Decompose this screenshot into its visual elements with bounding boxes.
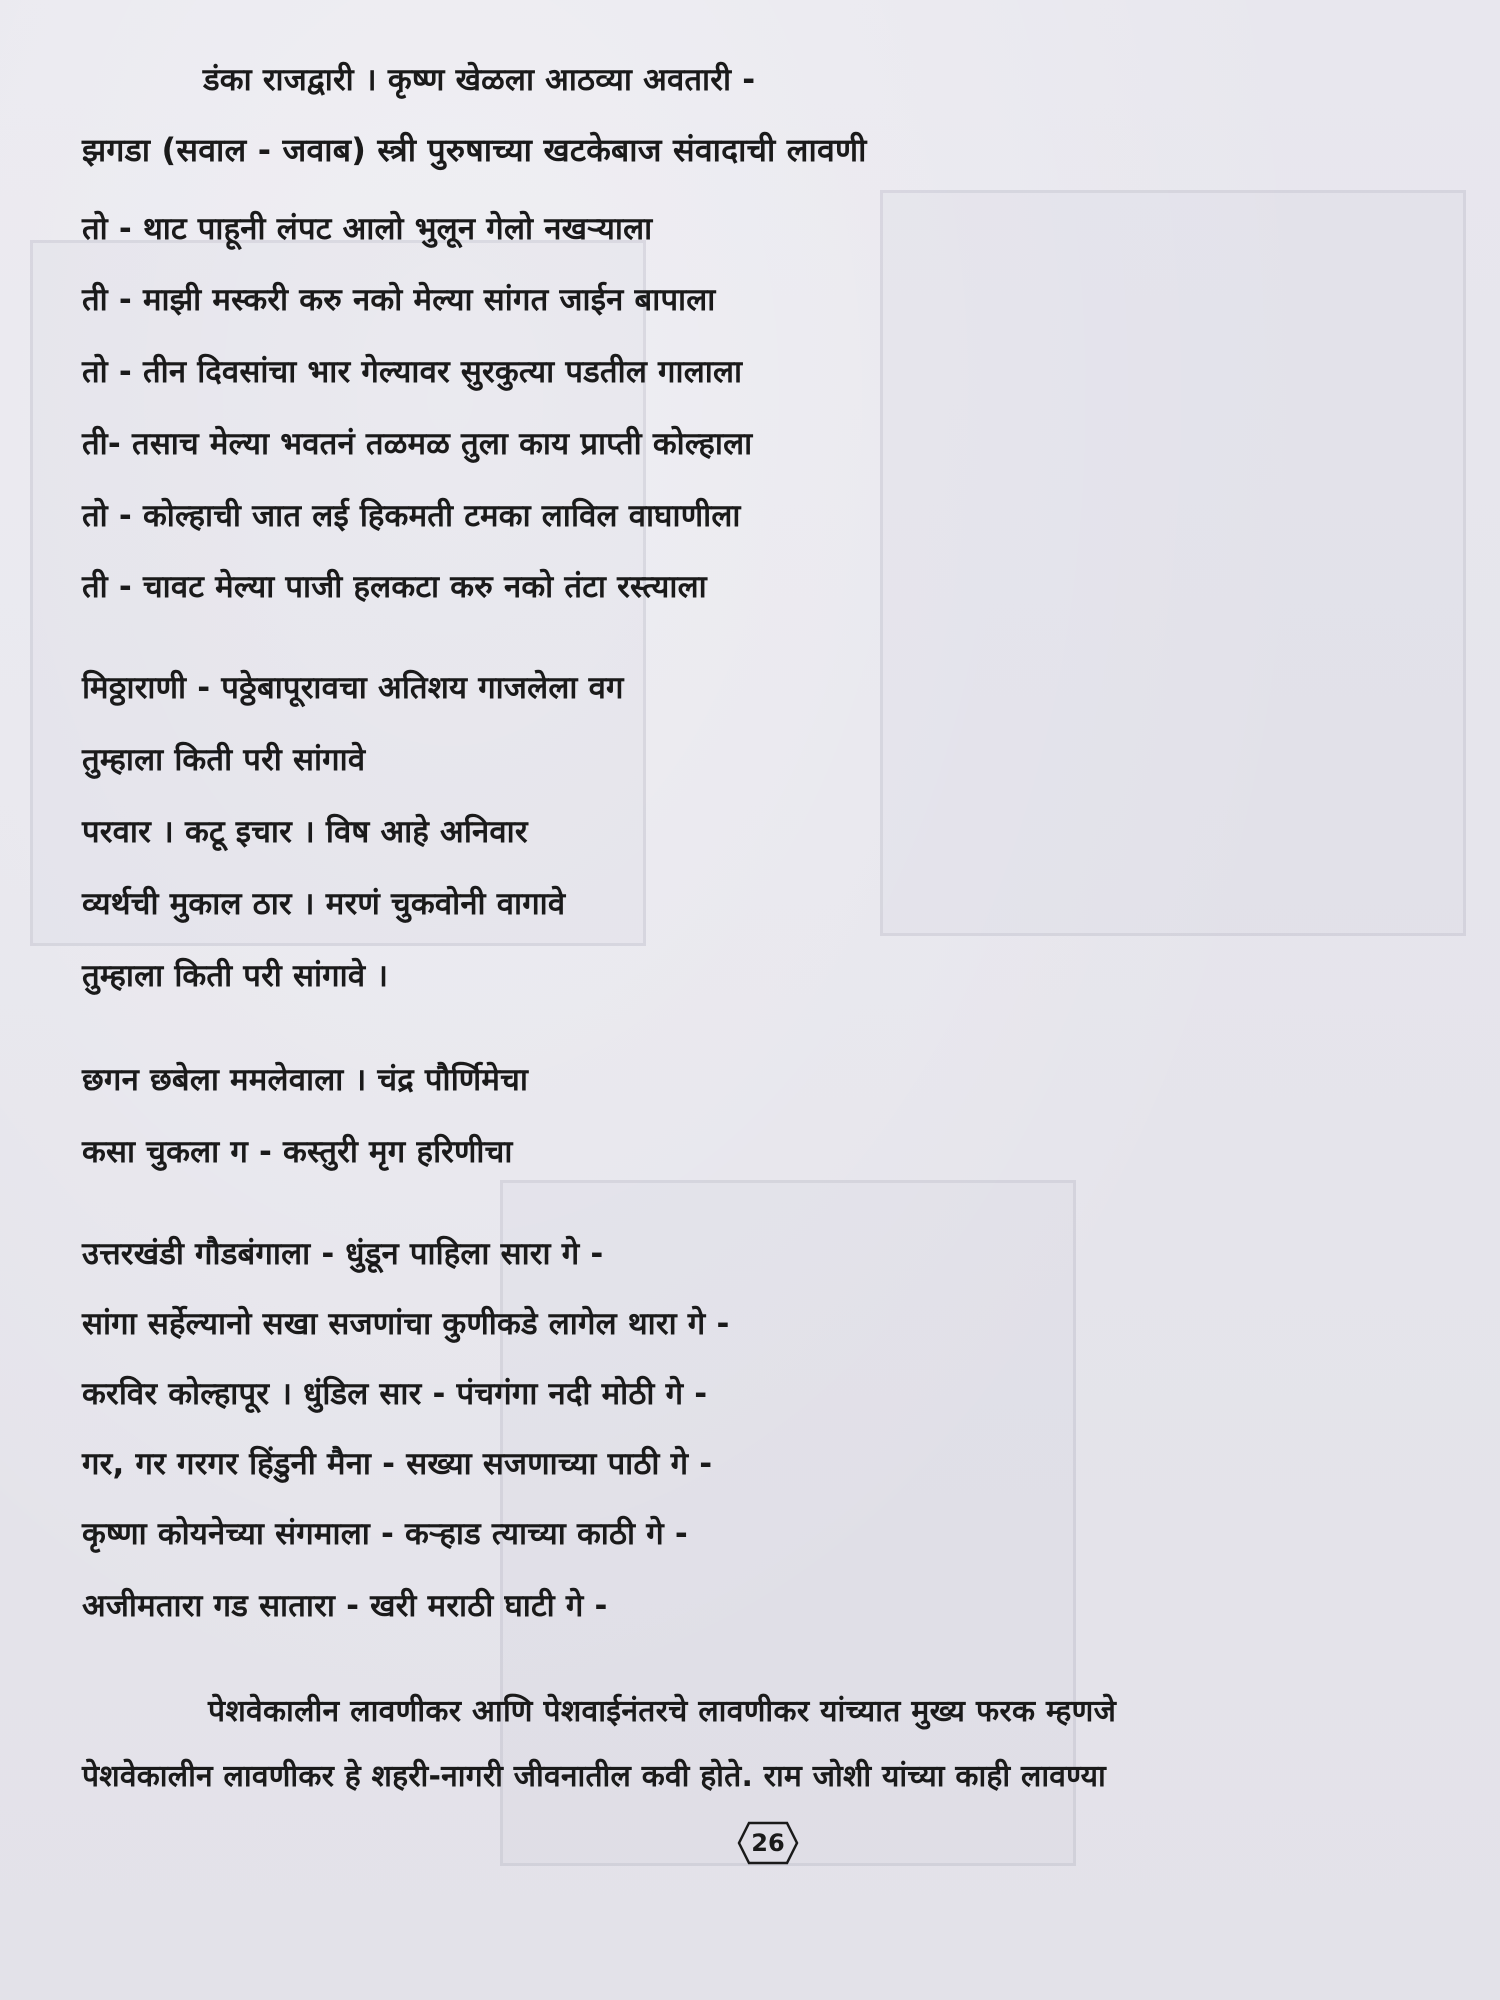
page-number-text: 26 bbox=[751, 1829, 785, 1857]
verse-line-5: तो - तीन दिवसांचा भार गेल्यावर सुरकुत्या पडतील गालाला bbox=[82, 354, 743, 390]
verse-line-18: करविर कोल्हापूर । धुंडिल सार - पंचगंगा नदी मोठी गे - bbox=[82, 1376, 708, 1412]
verse-line-8: ती - चावट मेल्या पाजी हलकटा करु नको तंटा रस्त्याला bbox=[82, 569, 707, 605]
verse-line-20: कृष्णा कोयनेच्या संगमाला - कऱ्हाड त्याच्या काठी गे - bbox=[82, 1516, 688, 1552]
verse-line-15: कसा चुकला ग - कस्तुरी मृग हरिणीचा bbox=[82, 1134, 513, 1170]
page-number bbox=[737, 1820, 799, 1866]
verse-line-9: मिठ्ठाराणी - पठ्ठेबापूरावचा अतिशय गाजलेला वग bbox=[82, 670, 624, 706]
section-heading-jhagda: झगडा (सवाल - जवाब) स्त्री पुरुषाच्या खटकेबाज संवादाची लावणी bbox=[82, 131, 867, 169]
verse-line-21: अजीमतारा गड सातारा - खरी मराठी घाटी गे - bbox=[82, 1588, 608, 1624]
verse-line-11: परवार । कटू इचार । विष आहे अनिवार bbox=[82, 814, 528, 850]
verse-line-19: गर, गर गरगर हिंडुनी मैना - सख्या सजणाच्या पाठी गे - bbox=[82, 1446, 713, 1482]
paragraph-line-1: पेशवेकालीन लावणीकर आणि पेशवाईनंतरचे लावणीकर यांच्यात मुख्य फरक म्हणजे bbox=[208, 1694, 1117, 1729]
verse-line-6: ती- तसाच मेल्या भवतनं तळमळ तुला काय प्राप्ती कोल्हाला bbox=[82, 426, 753, 462]
verse-line-14: छगन छबेला ममलेवाला । चंद्र पौर्णिमेचा bbox=[82, 1062, 529, 1098]
verse-line-12: व्यर्थची मुकाल ठार । मरणं चुकवोनी वागावे bbox=[82, 886, 566, 922]
verse-line-13: तुम्हाला किती परी सांगावे । bbox=[82, 958, 389, 994]
verse-line-10: तुम्हाला किती परी सांगावे bbox=[82, 742, 366, 778]
paragraph-line-2: पेशवेकालीन लावणीकर हे शहरी-नागरी जीवनातील कवी होते. राम जोशी यांच्या काही लावण्या bbox=[82, 1759, 1106, 1794]
verse-line-4: ती - माझी मस्करी करु नको मेल्या सांगत जाईन बापाला bbox=[82, 282, 716, 318]
bleed-through-box-top-right bbox=[880, 190, 1466, 936]
verse-line-17: सांगा सर्हेल्यानो सखा सजणांचा कुणीकडे लागेल थारा गे - bbox=[82, 1306, 730, 1342]
verse-line-7: तो - कोल्हाची जात लई हिकमती टमका लाविल वाघाणीला bbox=[82, 498, 741, 534]
verse-line-1: डंका राजद्वारी । कृष्ण खेळला आठव्या अवतारी - bbox=[203, 62, 756, 98]
verse-line-16: उत्तरखंडी गौडबंगाला - धुंडून पाहिला सारा गे - bbox=[82, 1236, 604, 1272]
verse-line-3: तो - थाट पाहूनी लंपट आलो भुलून गेलो नखऱ्याला bbox=[82, 211, 653, 247]
